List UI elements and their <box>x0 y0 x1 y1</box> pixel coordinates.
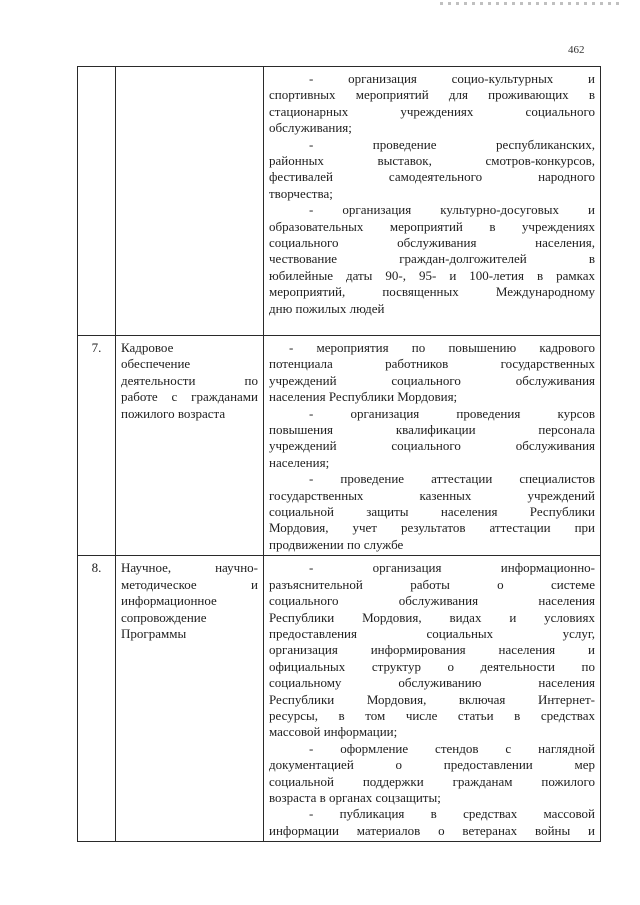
text-line: организация информирования населения и <box>269 642 595 658</box>
page-number: 462 <box>568 44 585 56</box>
text-line: массовой информации; <box>269 724 398 740</box>
measure-name-cell <box>116 556 264 842</box>
text-line: - проведение республиканских, <box>309 136 595 152</box>
text-line: документацией о предоставлении мер <box>269 757 595 773</box>
text-line: спортивных мероприятий для проживающих в <box>269 87 595 103</box>
program-measures-table <box>77 66 601 842</box>
text-line: Программы <box>121 625 187 641</box>
row-number-cell: 8. <box>78 556 116 842</box>
scan-artifact <box>440 2 620 5</box>
row-number-cell: 7. <box>78 336 116 556</box>
text-line: продвижении по службе <box>269 536 404 552</box>
text-line: социальному обслуживанию населения <box>269 675 595 691</box>
text-line: ресурсы, в том числе статьи в средствах <box>269 707 595 723</box>
text-line: - организация социо-культурных и <box>309 71 595 86</box>
text-line: - проведение аттестации специалистов <box>309 471 595 487</box>
text-line: сопровождение <box>121 609 207 625</box>
text-line: стационарных учреждениях социального <box>269 103 595 119</box>
text-line: социального обслуживания населения <box>269 593 595 609</box>
text-line: государственных казенных учреждений <box>269 487 595 503</box>
text-line: фестивалей самодеятельного народного <box>269 169 595 185</box>
measure-name-cell <box>116 67 264 336</box>
text-line: работе с гражданами <box>121 389 258 405</box>
text-line: Кадровое <box>121 340 174 355</box>
text-line: социального обслуживания населения, <box>269 235 595 251</box>
text-line: социальной поддержки гражданам пожилого <box>269 773 595 789</box>
measure-name-cell <box>116 336 264 556</box>
text-line: пожилого возраста <box>121 405 226 421</box>
text-line: - организация проведения курсов <box>309 405 595 421</box>
text-line: обслуживания; <box>269 120 352 136</box>
text-line: мероприятий, посвященных Международному <box>269 284 595 300</box>
text-line: обеспечение <box>121 356 191 372</box>
text-line: потенциала работников государственных <box>269 356 595 372</box>
table-row-continuation <box>78 67 601 336</box>
text-line: Мордовия, учет результатов аттестации при <box>269 520 595 536</box>
text-line: разъяснительной работы о системе <box>269 576 595 592</box>
text-line: официальных структур о деятельности по <box>269 658 595 674</box>
text-line: творчества; <box>269 185 333 201</box>
activity-cell <box>264 556 601 842</box>
text-line: учреждений социального обслуживания <box>269 372 595 388</box>
text-line: Республики Мордовия, включая Интернет- <box>269 691 595 707</box>
text-line: - организация культурно-досуговых и <box>309 202 595 218</box>
text-line: - оформление стендов с наглядной <box>309 740 595 756</box>
table-row-7 <box>78 336 601 556</box>
text-line: районных выставок, смотров-конкурсов, <box>269 153 595 169</box>
text-line: возраста в органах соцзащиты; <box>269 789 441 805</box>
text-line: методическое и <box>121 576 258 592</box>
row-number-cell <box>78 67 116 336</box>
text-line: населения Республики Мордовия; <box>269 389 458 405</box>
text-line: деятельности по <box>121 372 258 388</box>
activity-cell <box>264 67 601 336</box>
text-line: Республики Мордовия, видах и условиях <box>269 609 595 625</box>
table-row-8 <box>78 556 601 842</box>
activity-cell <box>264 336 601 556</box>
text-line: социальной защиты населения Республики <box>269 504 595 520</box>
text-line: предоставления социальных услуг, <box>269 625 595 641</box>
text-line: - организация информационно- <box>309 560 595 576</box>
text-line: Научное, научно- <box>121 560 258 576</box>
text-line: информационное <box>121 593 217 609</box>
text-line: чествование граждан-долгожителей в <box>269 251 595 267</box>
text-line: дню пожилых людей <box>269 300 385 316</box>
text-line: образовательных мероприятий в учреждениях <box>269 218 595 234</box>
text-line: повышения квалификации персонала <box>269 422 595 438</box>
text-line: учреждений социального обслуживания <box>269 438 595 454</box>
text-line: - публикация в средствах массовой <box>309 806 595 822</box>
text-line: информации материалов о ветеранах войны и <box>269 822 595 838</box>
text-line: юбилейные даты 90-, 95- и 100-летия в рамках <box>269 267 595 283</box>
text-line: - мероприятия по повышению кадрового <box>289 340 595 355</box>
text-line: населения; <box>269 454 330 470</box>
